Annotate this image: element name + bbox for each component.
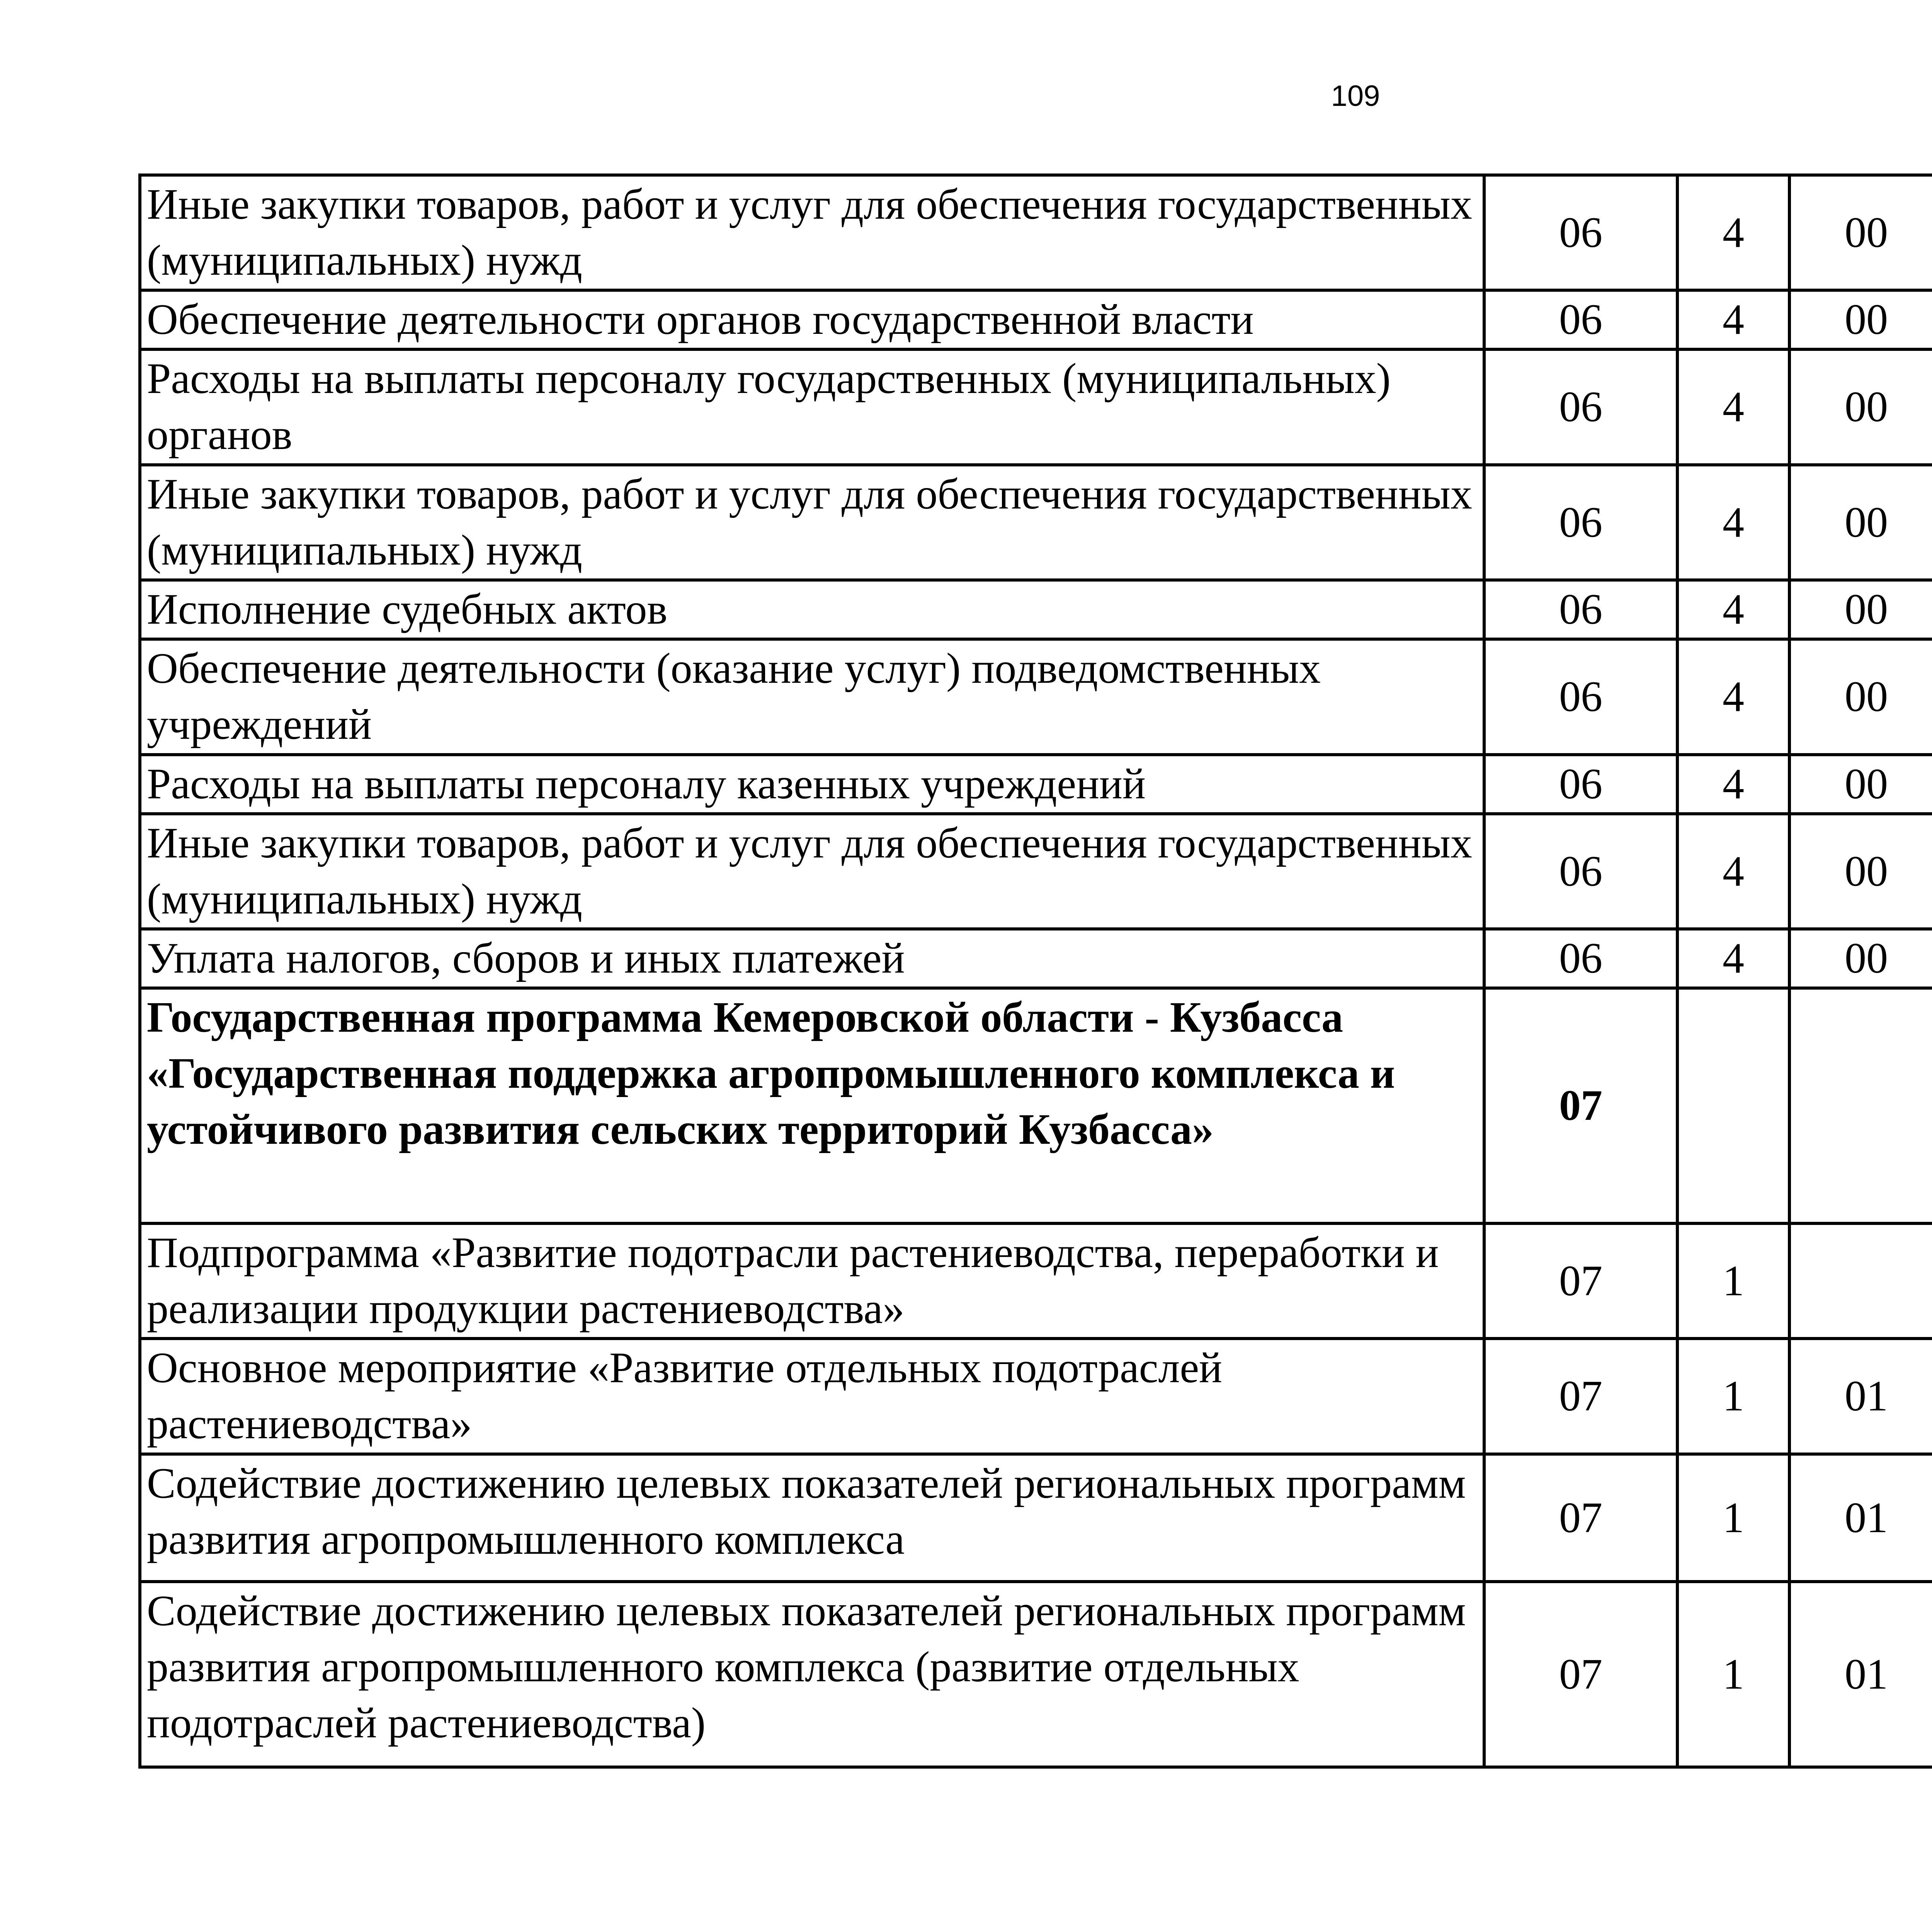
subprogram-code-cell: 1 [1677,1339,1789,1454]
program-code-cell: 06 [1484,349,1677,465]
program-code-cell: 06 [1484,175,1677,290]
subprogram-code-cell: 4 [1677,639,1789,755]
program-code-cell: 06 [1484,290,1677,349]
table-row [140,929,1932,988]
table-row [140,349,1932,465]
subprogram-code-cell: 1 [1677,1454,1789,1582]
event-code-cell: 00 [1789,755,1932,814]
event-code-cell: 00 [1789,814,1932,929]
program-code-cell: 06 [1484,580,1677,639]
program-code-cell: 07 [1484,1582,1677,1767]
event-code-cell: 00 [1789,290,1932,349]
program-code-cell: 07 [1484,1454,1677,1582]
program-code-cell: 07 [1484,1339,1677,1454]
program-code-cell: 06 [1484,755,1677,814]
program-code-cell: 06 [1484,639,1677,755]
row-name-cell: Обеспечение деятельности органов государственной власти [140,290,1484,349]
event-code-cell: 01 [1789,1582,1932,1767]
event-code-cell: 00 [1789,349,1932,465]
row-name-cell: Обеспечение деятельности (оказание услуг) подведомственных учреждений [140,639,1484,755]
table-row [140,1582,1932,1767]
table-row [140,465,1932,580]
row-name-cell: Иные закупки товаров, работ и услуг для обеспечения государственных (муниципальных) нужд [140,465,1484,580]
table-row [140,1454,1932,1582]
event-code-cell: 01 [1789,1454,1932,1582]
subprogram-code-cell: 1 [1677,1582,1789,1767]
table-row [140,755,1932,814]
row-name-cell: Исполнение судебных актов [140,580,1484,639]
subprogram-code-cell: 4 [1677,929,1789,988]
row-name-cell: Содействие достижению целевых показателей региональных программ развития агропромышленного комплекса (развитие отдельных подотраслей растениеводства) [140,1582,1484,1767]
event-code-cell [1789,1223,1932,1339]
program-code-cell: 07 [1484,1223,1677,1339]
table-row [140,175,1932,290]
subprogram-code-cell: 4 [1677,290,1789,349]
event-code-cell [1789,988,1932,1223]
table-row [140,814,1932,929]
row-name-cell: Расходы на выплаты персоналу казенных учреждений [140,755,1484,814]
program-code-cell: 06 [1484,929,1677,988]
event-code-cell: 00 [1789,580,1932,639]
program-code-cell: 07 [1484,988,1677,1223]
subprogram-code-cell: 4 [1677,814,1789,929]
subprogram-code-cell: 4 [1677,465,1789,580]
program-code-cell: 06 [1484,814,1677,929]
subprogram-code-cell [1677,988,1789,1223]
subprogram-code-cell: 4 [1677,175,1789,290]
budget-table [138,173,1932,1769]
row-name-cell: Иные закупки товаров, работ и услуг для обеспечения государственных (муниципальных) нужд [140,175,1484,290]
row-name-cell: Основное мероприятие «Развитие отдельных подотраслей растениеводства» [140,1339,1484,1454]
program-code-cell: 06 [1484,465,1677,580]
row-name-cell: Расходы на выплаты персоналу государственных (муниципальных) органов [140,349,1484,465]
event-code-cell: 00 [1789,465,1932,580]
subprogram-code-cell: 1 [1677,1223,1789,1339]
page-number: 109 [1331,80,1380,112]
event-code-cell: 00 [1789,175,1932,290]
table-row [140,580,1932,639]
subprogram-code-cell: 4 [1677,755,1789,814]
event-code-cell: 00 [1789,639,1932,755]
row-name-cell: Уплата налогов, сборов и иных платежей [140,929,1484,988]
subprogram-code-cell: 4 [1677,349,1789,465]
table-row [140,639,1932,755]
event-code-cell: 00 [1789,929,1932,988]
table-row [140,1223,1932,1339]
row-name-cell: Содействие достижению целевых показателей региональных программ развития агропромышленного комплекса [140,1454,1484,1582]
table-row [140,988,1932,1223]
table-row [140,290,1932,349]
row-name-cell: Государственная программа Кемеровской области - Кузбасса «Государственная поддержка агропромышленного комплекса и устойчивого развития сельских территорий Кузбасса» [140,988,1484,1223]
row-name-cell: Иные закупки товаров, работ и услуг для обеспечения государственных (муниципальных) нужд [140,814,1484,929]
table-row [140,1339,1932,1454]
subprogram-code-cell: 4 [1677,580,1789,639]
budget-table-body [140,175,1932,1767]
event-code-cell: 01 [1789,1339,1932,1454]
row-name-cell: Подпрограмма «Развитие подотрасли растениеводства, переработки и реализации продукции растениеводства» [140,1223,1484,1339]
